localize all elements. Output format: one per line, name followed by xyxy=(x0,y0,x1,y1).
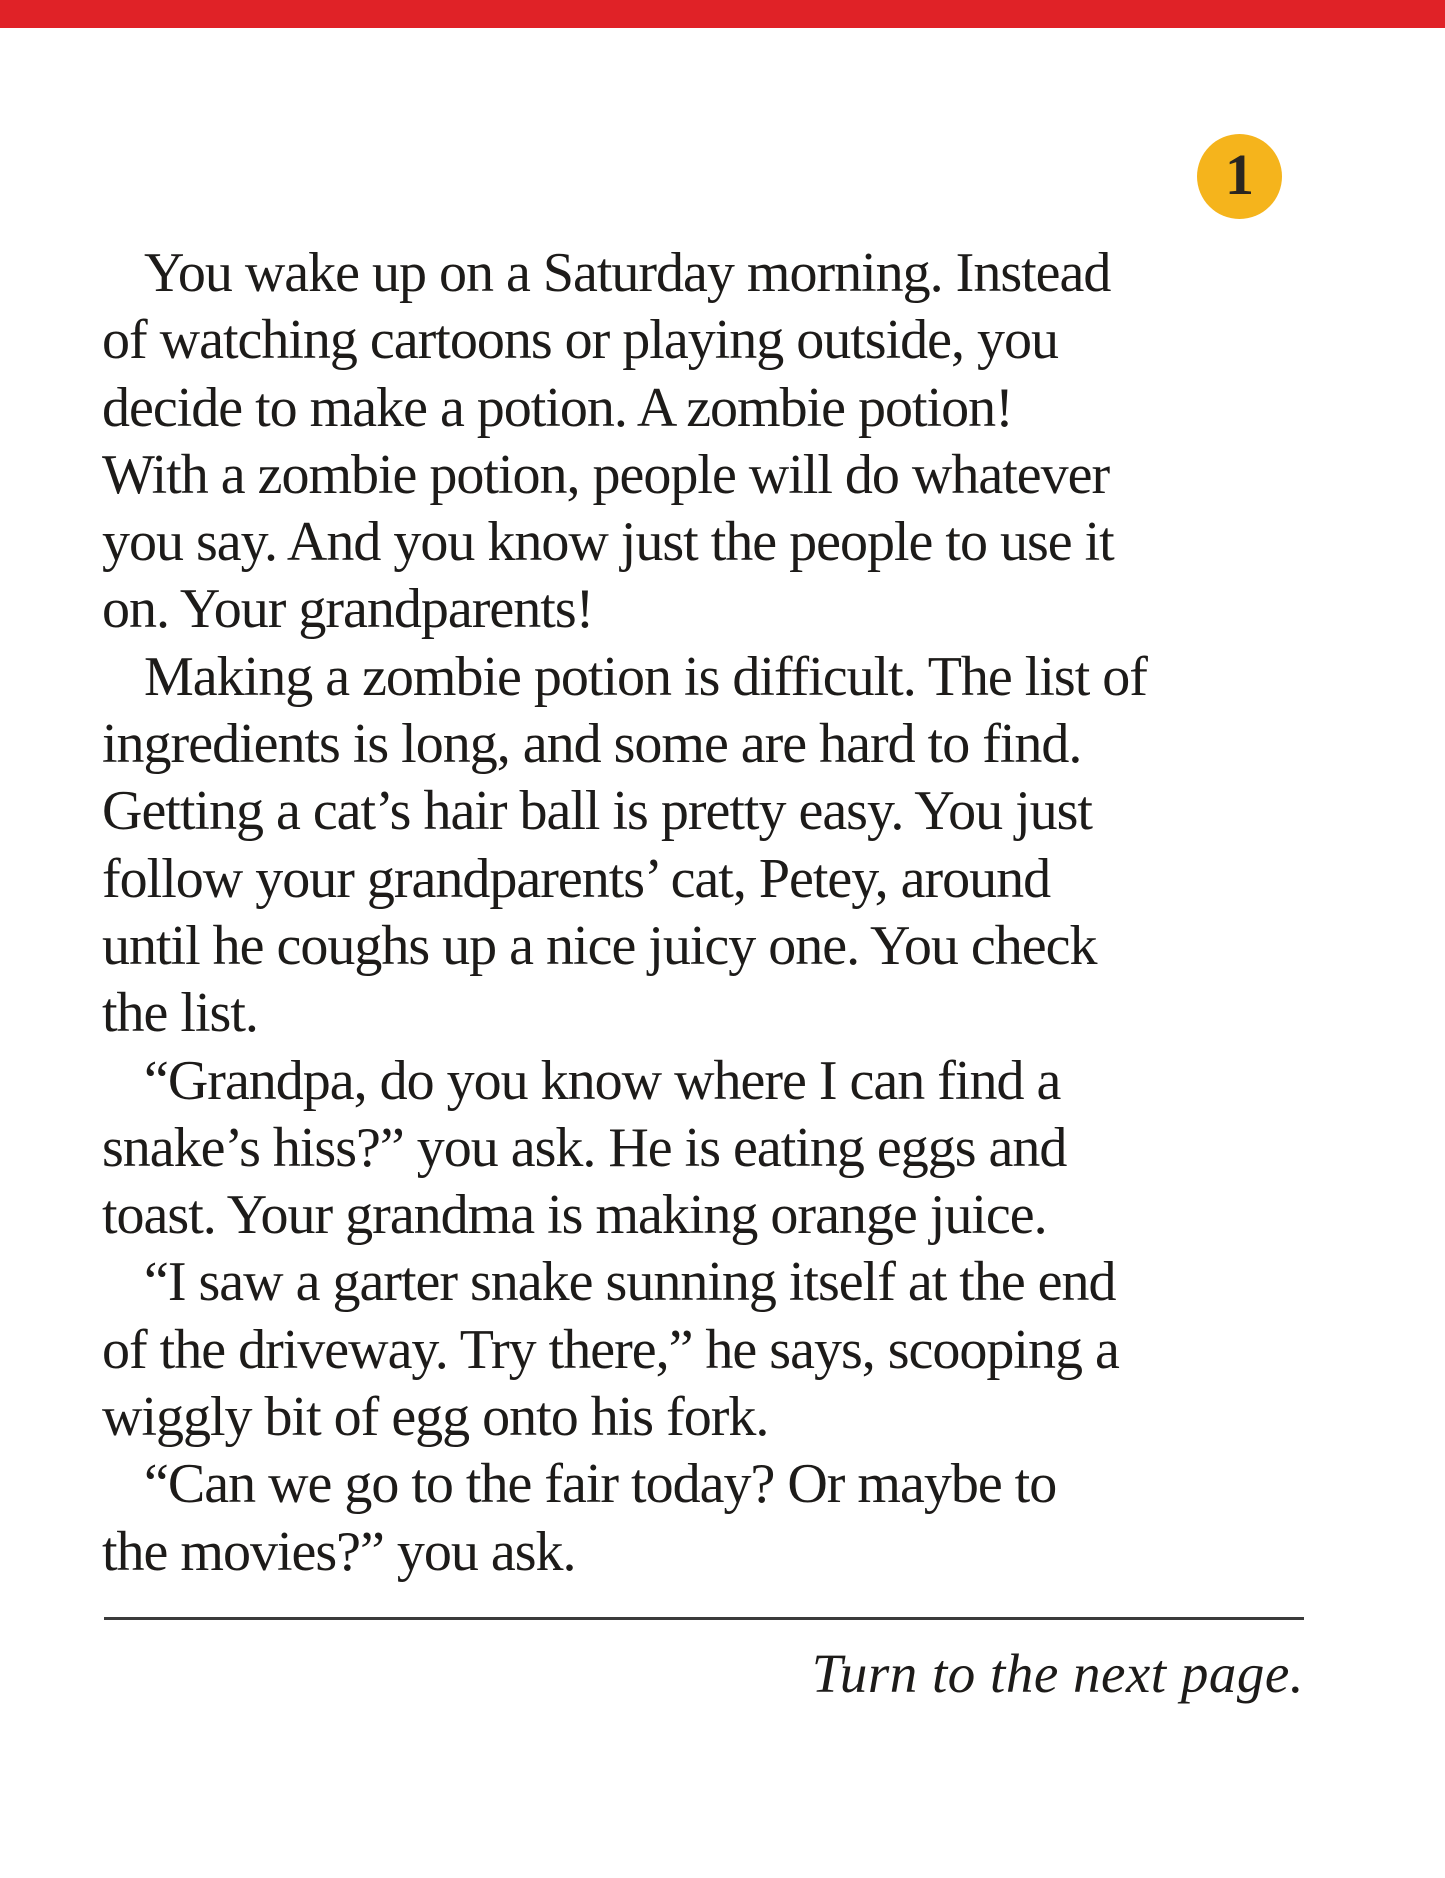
text-line: You wake up on a Saturday morning. Instead xyxy=(144,242,1111,304)
page-number: 1 xyxy=(1225,141,1254,207)
text-line: of watching cartoons or playing outside, you xyxy=(102,309,1059,372)
page-number-badge xyxy=(1197,134,1282,219)
story-text xyxy=(102,240,1312,1586)
top-accent-bar xyxy=(0,0,1445,28)
divider-rule xyxy=(104,1617,1304,1620)
text-line: follow your grandparents’ cat, Petey, around xyxy=(102,847,1051,910)
text-line: toast. Your grandma is making orange juice. xyxy=(102,1184,1047,1247)
text-line: “Grandpa, do you know where I can find a xyxy=(144,1049,1061,1112)
text-line: the list. xyxy=(102,982,258,1045)
text-line: wiggly bit of egg onto his fork. xyxy=(102,1386,769,1449)
text-line: Making a zombie potion is difficult. The list of xyxy=(144,645,1147,708)
text-line: With a zombie potion, people will do whatever xyxy=(102,443,1110,506)
text-line: decide to make a potion. A zombie potion! xyxy=(102,376,1013,439)
text-line: of the driveway. Try there,” he says, scooping a xyxy=(102,1318,1119,1381)
text-line: until he coughs up a nice juicy one. You check xyxy=(102,914,1097,977)
text-line: “Can we go to the fair today? Or maybe to xyxy=(144,1453,1057,1516)
text-line: snake’s hiss?” you ask. He is eating eggs and xyxy=(102,1116,1067,1179)
turn-page-instruction: Turn to the next page. xyxy=(811,1643,1304,1704)
text-line: Getting a cat’s hair ball is pretty easy. You just xyxy=(102,780,1092,843)
text-line: you say. And you know just the people to use it xyxy=(102,511,1114,574)
text-line: the movies?” you ask. xyxy=(102,1520,576,1583)
text-line: on. Your grandparents! xyxy=(102,578,594,641)
text-line: ingredients is long, and some are hard to find. xyxy=(102,713,1082,776)
text-line: “I saw a garter snake sunning itself at the end xyxy=(144,1251,1116,1314)
